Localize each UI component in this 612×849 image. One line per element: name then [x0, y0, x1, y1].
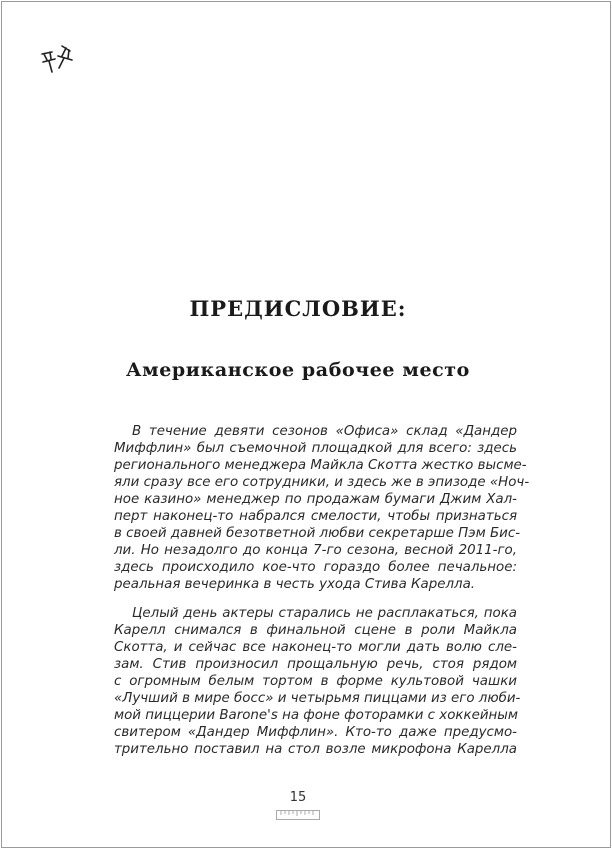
text-line: Целый день актеры старались не расплакаться, пока — [132, 606, 517, 621]
text-line: яли сразу все его сотрудники, и здесь же в эпизоде «Ноч- — [114, 475, 530, 490]
text-line: свитером «Дандер Миффлин». Кто-то даже предусмо- — [114, 725, 517, 740]
text-line: В течение девяти сезонов «Офиса» склад «Дандер — [132, 424, 517, 439]
text-line: перт наконец-то набрался смелости, чтобы признаться — [114, 509, 517, 524]
page-subtitle: Американское рабочее место — [126, 359, 470, 381]
page-number: 15 — [289, 790, 307, 805]
text-line: здесь происходило кое-что гораздо более печальное: — [114, 560, 517, 575]
text-line: ное казино» менеджер по продажам бумаги Джим Хал- — [114, 492, 517, 507]
text-line: мой пиццерии Barone's на фоне фоторамки с хоккейным — [114, 708, 518, 723]
text-line: Миффлин» был съемочной площадкой для всего: здесь — [114, 441, 517, 456]
pushpins-icon — [38, 42, 82, 78]
text-line: Скотта, и сейчас все наконец-то могли дать волю сле- — [114, 640, 517, 655]
paragraph-1 — [114, 423, 530, 593]
text-line: реальная вечеринка в честь ухода Стива Карелла. — [114, 577, 476, 592]
text-line: ли. Но незадолго до конца 7-го сезона, весной 2011-го, — [114, 543, 517, 558]
text-line: зам. Стив произносил прощальную речь, стоя рядом — [114, 657, 517, 672]
text-line: регионального менеджера Майкла Скотта жестко высме- — [114, 458, 527, 473]
text-line: с огромным белым тортом в форме культовой чашки — [114, 674, 517, 689]
text-line: в своей давней безответной любви секретарше Пэм Бис- — [114, 526, 521, 541]
page-title: ПРЕДИСЛОВИЕ: — [189, 296, 407, 321]
text-line: Карелл снимался в финальной сцене в роли Майкла — [114, 623, 517, 638]
paragraph-2 — [114, 605, 521, 758]
text-line: «Лучший в мире босс» и четырьмя пиццами из его люби- — [114, 691, 521, 706]
ruler-icon — [276, 810, 320, 820]
text-line: трительно поставил на стол возле микрофона Карелла — [114, 742, 517, 757]
